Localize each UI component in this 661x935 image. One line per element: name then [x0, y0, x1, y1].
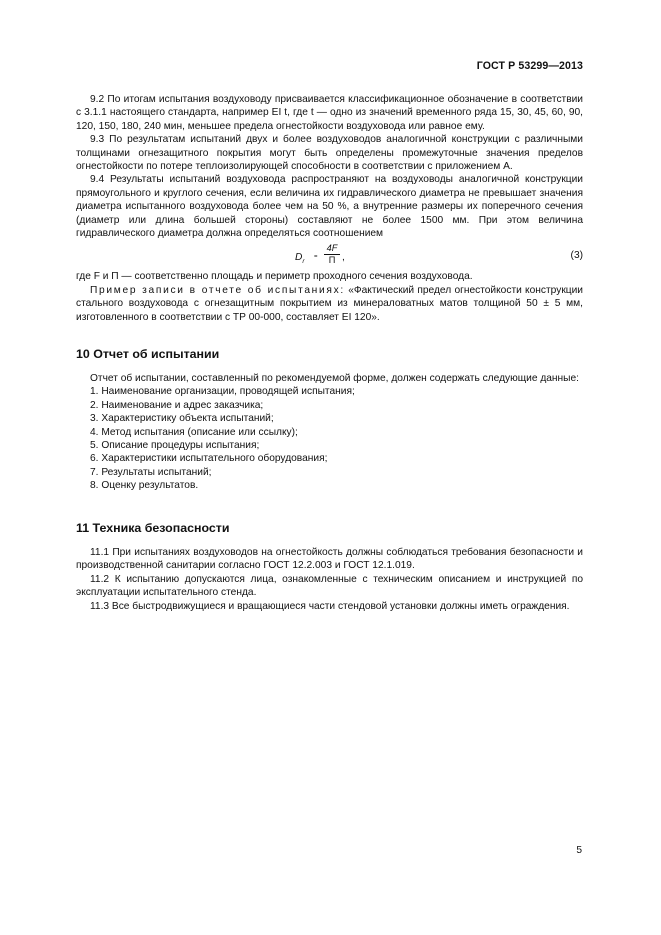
- paragraph-9-4: 9.4 Результаты испытаний воздуховода распространяют на воздуховоды аналогичной конструкции прямоугольного и круглого сечения, если величина их гидравлического диаметра не превышает значения диаметра испытанного воздуховода более чем на 50 %, а внутренние размеры их поперечного сечения (диаметр или длина большей стороны) составляют не более 1500 мм. При этом величина гидравлического диаметра должна определяться соотношением: [76, 174, 583, 240]
- paragraph-11-2: 11.2 К испытанию допускаются лица, ознакомленные с техническим описанием и инструкцией по эксплуатации испытательного стенда.: [76, 573, 583, 599]
- list-item: 3. Характеристику объекта испытаний;: [90, 413, 274, 425]
- section-11-heading: 11 Техника безопасности: [76, 521, 230, 535]
- formula-fraction: [324, 243, 340, 266]
- list-item: 6. Характеристики испытательного оборудования;: [90, 453, 328, 465]
- paragraph-11-1: 11.1 При испытаниях воздуховодов на огнестойкость должны соблюдаться требования безопасности и производственной санитарии согласно ГОСТ 12.2.003 и ГОСТ 12.1.019.: [76, 547, 583, 572]
- list-item: 8. Оценку результатов.: [90, 480, 199, 492]
- list-item: 5. Описание процедуры испытания;: [90, 440, 260, 452]
- example-paragraph: [76, 284, 583, 324]
- page-number: 5: [576, 845, 582, 856]
- hydraulic-diameter-formula: [76, 242, 583, 270]
- list-item: 7. Результаты испытаний;: [90, 466, 212, 478]
- list-item: 2. Наименование и адрес заказчика;: [90, 399, 264, 411]
- formula-denominator: П: [328, 255, 336, 266]
- formula-numerator: 4F: [324, 243, 340, 255]
- paragraph-9-2: 9.2 По итогам испытания воздуховоду присваивается классификационное обозначение в соответствии с 3.1.1 настоящего стандарта, например EI t, где t — одно из значений временного ряда 15, 30, 45, 60, 90, 120, 150, 180, 240 мин, меньшее предела огнестойкости воздуховода или равное ему.: [76, 94, 583, 132]
- formula-lhs-subscript: r: [302, 258, 305, 266]
- document-code-header: ГОСТ Р 53299—2013: [476, 60, 583, 72]
- list-item: 4. Метод испытания (описание или ссылку);: [90, 426, 298, 438]
- list-item: 1. Наименование организации, проводящей испытания;: [90, 386, 355, 398]
- section-9-block: [76, 93, 583, 324]
- section-11-block: [76, 521, 583, 613]
- paragraph-11-3: 11.3 Все быстродвижущиеся и вращающиеся части стендовой установки должны иметь ограждения.: [90, 600, 570, 612]
- example-text: «Фактический предел огнестойкости конструкции стального воздуховода с огнезащитным покрытием из минераловатных матов толщиной 50 ± 5 мм, изготовленного в соответствии с ТР 00-000, составляет EI 120».: [76, 284, 583, 323]
- report-contents-list: [76, 385, 583, 492]
- section-10-block: [76, 347, 583, 493]
- formula-lhs: $D_r$: [295, 252, 305, 266]
- formula-comma: ,: [342, 252, 345, 264]
- section-10-heading: 10 Отчет об испытании: [76, 347, 220, 361]
- formula-equals-sign: =: [314, 254, 318, 261]
- formula-number: (3): [570, 250, 583, 262]
- section-10-intro: Отчет об испытании, составленный по рекомендуемой форме, должен содержать следующие данные:: [90, 373, 579, 384]
- formula-explanation: где F и П — соответственно площадь и периметр проходного сечения воздуховода.: [76, 271, 473, 283]
- paragraph-9-3: 9.3 По результатам испытаний двух и более воздуховодов аналогичной конструкции с различными толщинами огнезащитного покрытия могут быть определены промежуточные значения пределов огнестойкости по потере теплоизолирующей способности в соответствии с приложением А.: [76, 134, 583, 173]
- example-label: Пример записи в отчете об испытаниях:: [90, 284, 345, 296]
